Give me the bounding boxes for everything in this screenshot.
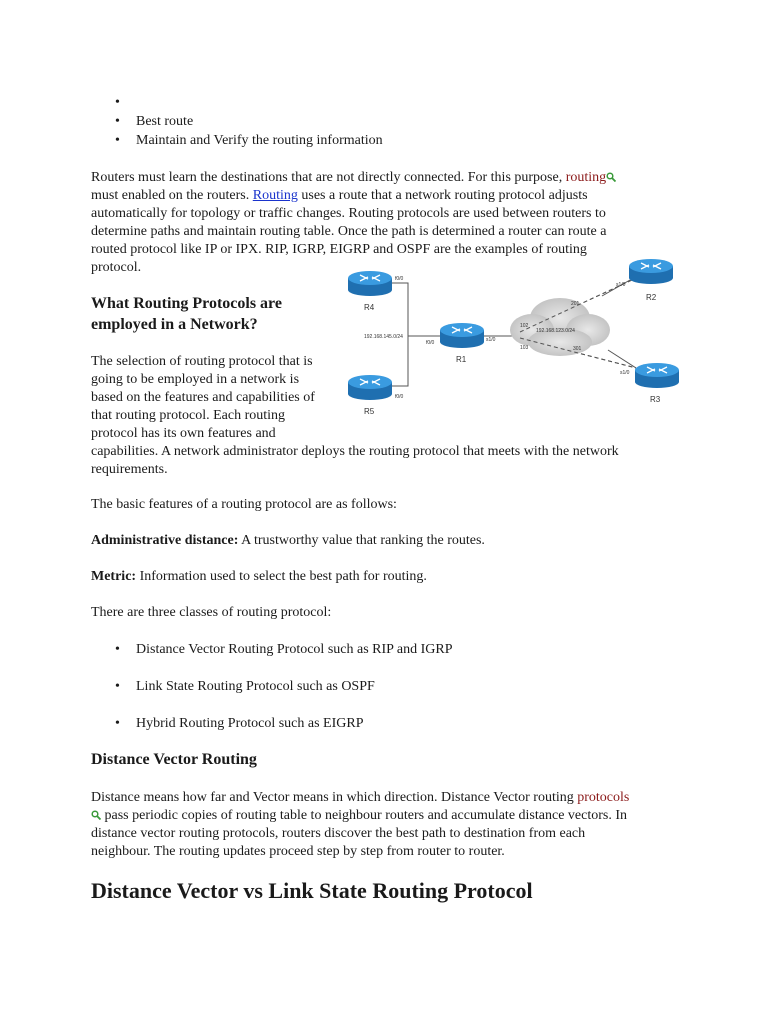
router-r2-icon — [629, 259, 673, 284]
intro-line: automatically for topology or traffic changes. Routing protocols are used between routers to — [91, 206, 606, 221]
bullet-dot-icon: • — [115, 114, 120, 129]
body-line: that routing protocol. Each routing — [91, 408, 286, 423]
body-line: capabilities. A network administrator deploys the routing protocol that meets with the network — [91, 444, 619, 459]
definition-term: Metric: — [91, 569, 137, 584]
router-label: R2 — [646, 293, 657, 302]
section-heading: What Routing Protocols are — [91, 295, 282, 312]
bullet-dot-icon: • — [115, 716, 120, 731]
port-label: s1/0 — [486, 337, 496, 343]
intro-text: Routers must learn the destinations that are not directly connected. For this purpose, — [91, 170, 566, 185]
section-heading: Distance Vector Routing — [91, 751, 257, 768]
body-line: neighbour. The routing updates proceed step by step from router to router. — [91, 844, 505, 859]
magnifier-icon[interactable] — [91, 810, 101, 820]
section-heading: employed in a Network? — [91, 316, 258, 333]
body-line: requirements. — [91, 462, 168, 477]
definition-text: Information used to select the best path for routing. — [136, 569, 427, 584]
bullet-dot-icon: • — [115, 642, 120, 657]
routing-link[interactable]: Routing — [252, 188, 298, 203]
body-line: The selection of routing protocol that is — [91, 354, 313, 369]
cloud-r3-link — [608, 350, 636, 368]
body-line — [91, 789, 629, 807]
intro-line: protocol. — [91, 260, 142, 275]
bullet-dot-icon: • — [115, 679, 120, 694]
intro-line: routed protocol like IP or IPX. RIP, IGRP, EIGRP and OSPF are the examples of routing — [91, 242, 587, 257]
port-label: f0/0 — [426, 340, 435, 346]
list-item: Link State Routing Protocol such as OSPF — [136, 679, 375, 694]
router-label: R1 — [456, 355, 467, 364]
protocols-ad-link[interactable]: protocols — [577, 790, 630, 805]
intro-text: must enabled on the routers. — [91, 188, 253, 203]
router-r1-icon — [440, 323, 484, 348]
dlci-label: 201 — [571, 301, 580, 307]
intro-line — [91, 187, 588, 205]
body-line: based on the features and capabilities of — [91, 390, 315, 405]
body-line: protocol has its own features and — [91, 426, 276, 441]
definition-admin-distance — [91, 532, 485, 550]
definition-term: Administrative distance: — [91, 533, 239, 548]
dlci-label: 301 — [573, 346, 582, 352]
dlci-label: 102 — [520, 323, 529, 329]
routing-ad-link[interactable]: routing — [565, 170, 607, 185]
list-item: Maintain and Verify the routing information — [136, 133, 383, 148]
body-text: pass periodic copies of routing table to neighbour routers and accumulate distance vectors. In — [101, 808, 627, 823]
body-line: going to be employed in a network is — [91, 372, 300, 387]
body-text: Distance means how far and Vector means in which direction. Distance Vector routing — [91, 790, 578, 805]
bullet-dot-icon: • — [115, 95, 120, 110]
network-topology-diagram — [340, 258, 690, 418]
magnifier-icon[interactable] — [606, 172, 616, 182]
network-label: 192.168.123.0/24 — [536, 328, 575, 334]
bullet-dot-icon: • — [115, 133, 120, 148]
definition-text: A trustworthy value that ranking the routes. — [238, 533, 485, 548]
body-line: distance vector routing protocols, routers discover the best path to destination from each — [91, 826, 586, 841]
network-label: 192.168.145.0/24 — [364, 334, 403, 340]
router-label: R4 — [364, 303, 375, 312]
dlci-label: 103 — [520, 345, 529, 351]
port-label: f0/0 — [395, 394, 404, 400]
port-label: f0/0 — [395, 276, 404, 282]
router-label: R5 — [364, 407, 375, 416]
page-title: Distance Vector vs Link State Routing Protocol — [91, 878, 533, 903]
list-item: Distance Vector Routing Protocol such as RIP and IGRP — [136, 642, 453, 657]
body-line: There are three classes of routing protocol: — [91, 605, 332, 620]
list-item: Best route — [136, 114, 194, 129]
port-label: s1/0 — [620, 370, 630, 376]
router-r3-icon — [635, 363, 679, 388]
router-r4-icon — [348, 271, 392, 296]
body-line: The basic features of a routing protocol are as follows: — [91, 497, 397, 512]
port-label: s1/0 — [616, 282, 626, 288]
list-item: Hybrid Routing Protocol such as EIGRP — [136, 716, 364, 731]
router-label: R3 — [650, 395, 661, 404]
router-r5-icon — [348, 375, 392, 400]
intro-text: uses a route that a network routing protocol adjusts — [297, 188, 588, 203]
definition-metric — [91, 568, 427, 586]
body-line — [91, 807, 627, 825]
intro-line — [91, 169, 616, 187]
intro-line: determine paths and maintain routing table. Once the path is determined a router can route a — [91, 224, 607, 239]
